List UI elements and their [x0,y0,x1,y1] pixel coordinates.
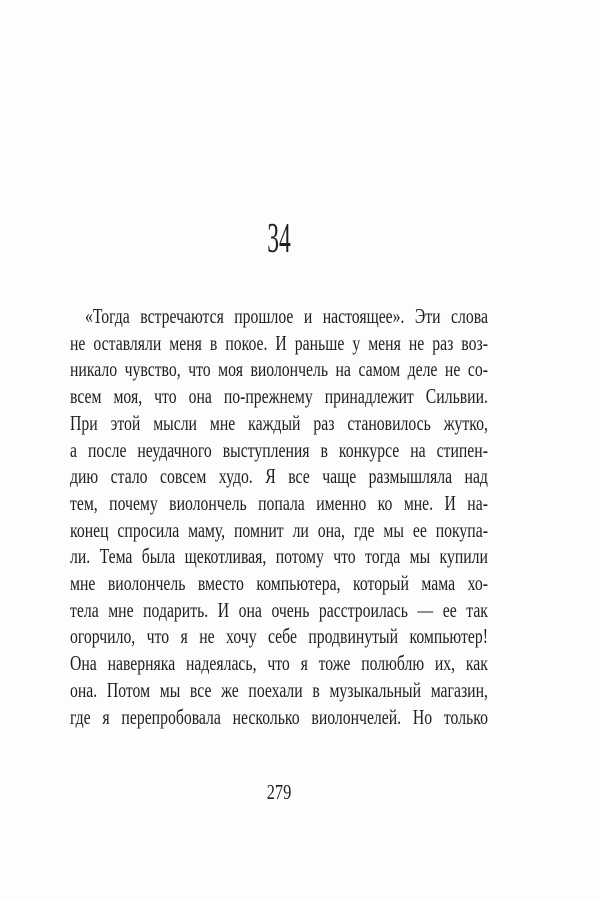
body-text [70,303,488,730]
text-line: не оставляли меня в покое. И раньше у меня не раз воз- [70,330,488,355]
text-line: ли. Тема была щекотливая, потому что тогда мы купили [70,544,488,569]
text-line: никало чувство, что моя виолончель на самом деле не со- [70,357,488,382]
text-line: Она наверняка надеялась, что я тоже полюблю их, как [70,651,488,676]
text-line: тела мне подарить. И она очень расстроилась — ее так [70,597,488,622]
chapter-number: 34 [267,216,291,262]
text-line: она. Потом мы все же поехали в музыкальный магазин, [70,677,488,702]
text-line: тем, почему виолончель попала именно ко мне. И на- [70,490,488,515]
text-line: дию стало совсем худо. Я все чаще размышляла над [70,464,488,489]
text-line: мне виолончель вместо компьютера, который мама хо- [70,571,488,596]
text-line: конец спросила маму, помнит ли она, где мы ее покупа- [70,517,488,542]
text-line: где я перепробовала несколько виолончелей. Но только [70,704,488,729]
text-line: всем моя, что она по-прежнему принадлежит Сильвии. [70,384,488,409]
text-line: При этой мысли мне каждый раз становилось жутко, [70,410,488,435]
text-line: а после неудачного выступления в конкурсе на стипен- [70,437,488,462]
text-line: огорчило, что я не хочу себе продвинутый компьютер! [70,624,488,649]
text-line: «Тогда встречаются прошлое и настоящее». Эти слова [84,304,488,328]
page-number: 279 [266,780,292,804]
